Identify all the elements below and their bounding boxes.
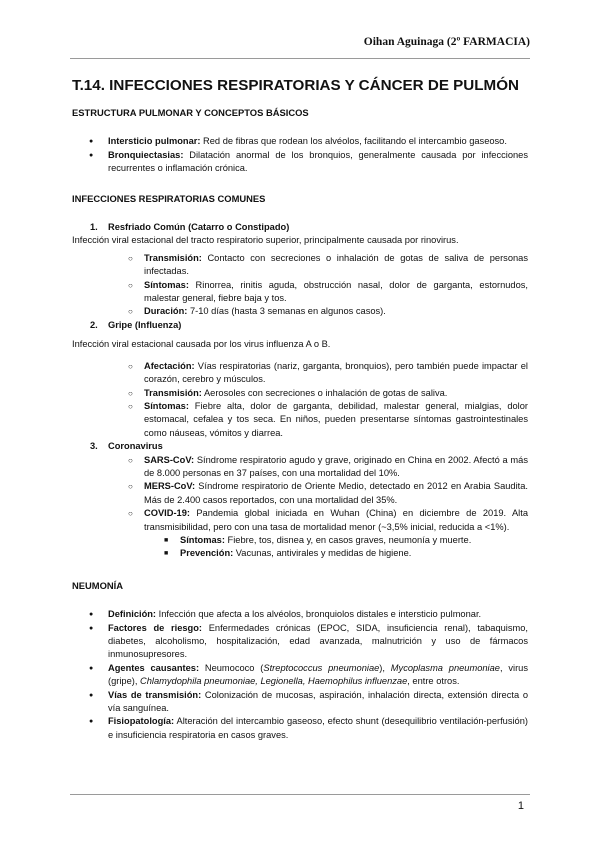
bullet-list-neumonia	[72, 608, 528, 742]
resfriado-description: Infección viral estacional del tracto respiratorio superior, principalmente causada por rinovirus.	[72, 235, 459, 246]
page-content	[72, 76, 528, 742]
list-item: ● Definición: Infección que afecta a los alvéolos, bronquiolos distales e intersticio pulmonar.	[72, 608, 528, 621]
list-item: ● Bronquiectasias: Dilatación anormal de los bronquios, generalmente causada por infecciones recurrentes o inflamación crónica.	[72, 149, 528, 176]
numbered-heading-resfriado: 1. Resfriado Común (Catarro o Constipado)	[90, 222, 290, 233]
sub-sub-list-covid	[72, 534, 528, 561]
list-item: ○ Síntomas: Fiebre alta, dolor de garganta, debilidad, malestar general, mialgias, dolor estomacal, cefalea y tos seca. En niños, pueden presentarse síntomas gastrointestinales como náuseas, vómitos y diarrea.	[72, 400, 528, 440]
page-title: T.14. INFECCIONES RESPIRATORIAS Y CÁNCER DE PULMÓN	[72, 77, 519, 94]
list-item: ● Factores de riesgo: Enfermedades crónicas (EPOC, SIDA, insuficiencia renal), tabaquismo, diabetes, alcoholismo, hospitalización, edad avanzada, malnutrición y uso de fármacos inmunosupresores.	[72, 622, 528, 662]
list-item: ○ Duración: 7-10 días (hasta 3 semanas en algunos casos).	[72, 305, 528, 318]
list-item: ■ Síntomas: Fiebre, tos, disnea y, en casos graves, neumonía y muerte.	[72, 534, 528, 547]
numbered-heading-gripe: 2. Gripe (Influenza)	[90, 319, 182, 330]
list-item: ○ MERS-CoV: Síndrome respiratorio de Oriente Medio, detectado en 2012 en Arabia Saudita. Más de 2.400 casos reportados, con una mortalidad del 35%.	[72, 480, 528, 507]
list-item: ○ Afectación: Vías respiratorias (nariz, garganta, bronquios), pero también puede impactar el corazón, cerebro y músculos.	[72, 360, 528, 387]
list-item: ○ Transmisión: Aerosoles con secreciones o inhalación de gotas de saliva.	[72, 387, 528, 400]
gripe-description: Infección viral estacional causada por los virus influenza A o B.	[72, 339, 331, 350]
list-item: ● Agentes causantes: Neumococo (Streptococcus pneumoniae), Mycoplasma pneumoniae, virus (gripe), Chlamydophila pneumoniae, Legionella, Haemophilus influenzae, entre otros.	[72, 662, 528, 689]
list-item: ○ Transmisión: Contacto con secreciones o inhalación de gotas de saliva de personas infectadas.	[72, 252, 528, 279]
list-item: ■ Prevención: Vacunas, antivirales y medidas de higiene.	[72, 547, 528, 560]
list-item: ● Intersticio pulmonar: Red de fibras que rodean los alvéolos, facilitando el intercambio gaseoso.	[72, 135, 528, 148]
list-item: ○ SARS-CoV: Síndrome respiratorio agudo y grave, originado en China en 2002. Afectó a más de 8.000 personas en 37 países, con una mortalidad del 10%.	[72, 454, 528, 481]
list-item: ○ Síntomas: Rinorrea, rinitis aguda, obstrucción nasal, dolor de garganta, estornudos, malestar general, fiebre baja y tos.	[72, 279, 528, 306]
list-item: ● Vías de transmisión: Colonización de mucosas, aspiración, inhalación directa, extensión directa o vía sanguínea.	[72, 689, 528, 716]
section-heading-infecciones: INFECCIONES RESPIRATORIAS COMUNES	[72, 192, 266, 204]
list-item: ● Fisiopatología: Alteración del intercambio gaseoso, efecto shunt (desequilibrio ventilación-perfusión) e insuficiencia respiratoria en casos graves.	[72, 715, 528, 742]
section-heading-estructura: ESTRUCTURA PULMONAR Y CONCEPTOS BÁSICOS	[72, 107, 309, 118]
page-number: 1	[517, 800, 524, 812]
list-item: ○ COVID-19: Pandemia global iniciada en Wuhan (China) en diciembre de 2019. Alta transmisibilidad, pero con una tasa de mortalidad menor (~3,5% inicial, reducida a <1%).	[72, 507, 528, 534]
sub-list-gripe	[72, 360, 528, 440]
header-author: Oihan Aguinaga (2º FARMACIA)	[363, 36, 530, 48]
footer-divider	[70, 794, 530, 795]
numbered-heading-coronavirus: 3. Coronavirus	[90, 441, 163, 452]
sub-list-coronavirus	[72, 454, 528, 534]
header-divider	[70, 58, 530, 59]
section-heading-neumonia: NEUMONÍA	[72, 579, 124, 591]
sub-list-resfriado	[72, 252, 528, 319]
bullet-list-estructura	[72, 135, 528, 175]
